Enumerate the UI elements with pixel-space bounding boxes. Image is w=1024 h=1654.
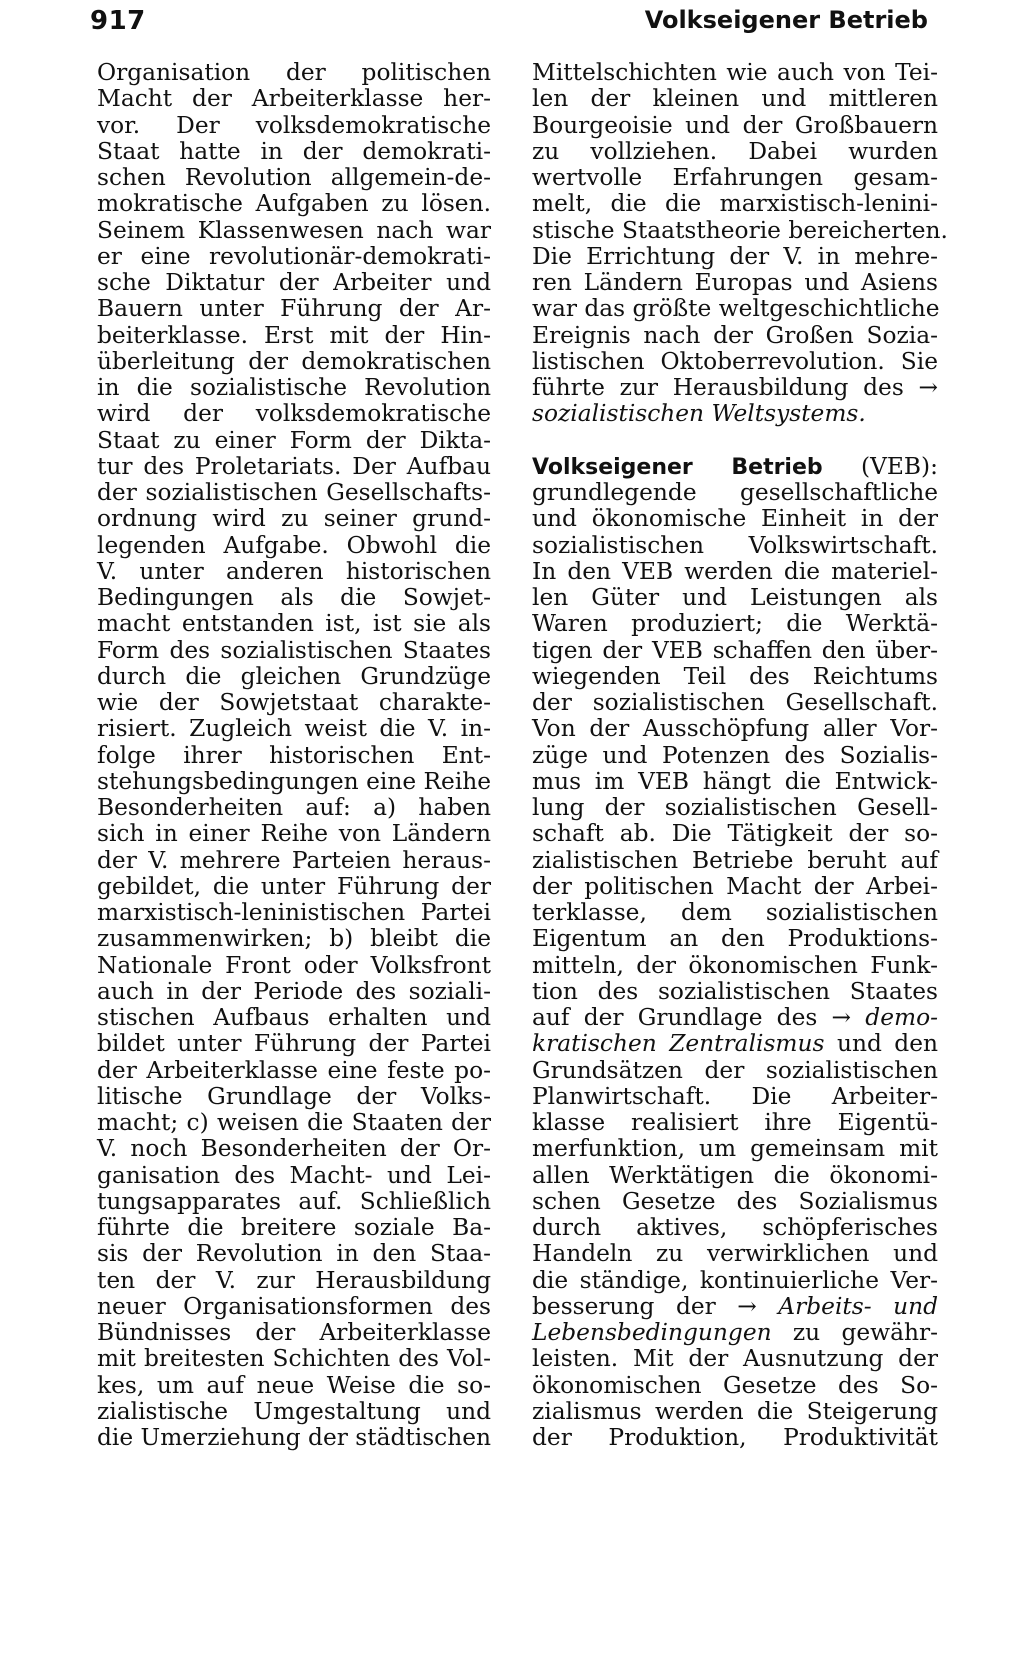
text-line: schaft ab. Die Tätigkeit der so- [532, 820, 938, 848]
text-line: Ereignis nach der Großen Sozia- [532, 321, 938, 349]
text-line: neuer Organisationsformen des [97, 1292, 491, 1320]
text-line: Grundsätzen der sozialistischen [532, 1056, 938, 1084]
text-line: vor. Der volksdemokratische [97, 111, 491, 139]
text-line: der sozialistischen Gesellschafts- [97, 479, 491, 506]
text-line: Waren produziert; die Werktä- [532, 610, 938, 638]
text-line: lung der sozialistischen Gesell- [532, 794, 938, 821]
text-line: tungsapparates auf. Schließlich [97, 1187, 491, 1215]
text-line: gebildet, die unter Führung der [97, 872, 491, 900]
text-line: Planwirtschaft. Die Arbeiter- [532, 1082, 938, 1110]
paragraph-gap [532, 428, 938, 454]
text-line: auch in der Periode des soziali- [97, 977, 491, 1005]
text-line: überleitung der demokratischen [97, 347, 491, 375]
text-line: sis der Revolution in den Staa- [97, 1240, 491, 1268]
entry-abbreviation: (VEB): [861, 452, 938, 480]
text-line: leisten. Mit der Ausnutzung der [532, 1345, 938, 1373]
text-line: sozialistischen Volkswirtschaft. [532, 531, 938, 559]
text-line: ordnung wird zu seiner grund- [97, 505, 491, 533]
cross-reference-line: auf der Grundlage des → demo- [532, 1004, 938, 1031]
text-line: wird der volksdemokratische [97, 400, 491, 428]
text-line: tur des Proletariats. Der Aufbau [97, 452, 491, 480]
text-line: ganisation des Macht- und Lei- [97, 1161, 491, 1189]
text-line: Handeln zu verwirklichen und [532, 1240, 938, 1268]
text-line: risiert. Zugleich weist die V. in- [97, 715, 491, 743]
text-line: stische Staatstheorie bereicherten. [532, 216, 948, 244]
cross-reference-line: kratischen Zentralismus und den [532, 1030, 939, 1058]
text-line: len Güter und Leistungen als [532, 584, 938, 611]
text-line: Bourgeoisie und der Großbauern [532, 111, 938, 139]
entry-headword: Volkseigener Betrieb [532, 454, 823, 480]
text-line: Mittelschichten wie auch von Tei- [532, 59, 938, 86]
text-line: ökonomischen Gesetze des So- [532, 1371, 938, 1399]
text-line: zialismus werden die Steigerung [532, 1397, 938, 1425]
text-line: mit breitesten Schichten des Vol- [97, 1345, 491, 1373]
text-line: schen Gesetze des Sozialismus [532, 1187, 938, 1215]
text-line: Bauern unter Führung der Ar- [97, 295, 491, 323]
text-line: kes, um auf neue Weise die so- [97, 1371, 491, 1399]
text-line: Form des sozialistischen Staates [97, 636, 491, 664]
text-line: tion des sozialistischen Staates [532, 977, 938, 1005]
text-line: er eine revolutionär-demokrati- [97, 242, 491, 270]
text-line: beiterklasse. Erst mit der Hin- [97, 321, 491, 349]
text-line: V. unter anderen historischen [97, 557, 491, 585]
entry-headword-line [532, 454, 938, 480]
text-line: Nationale Front oder Volksfront [97, 951, 491, 979]
text-line: Seinem Klassenwesen nach war [97, 216, 491, 244]
cross-reference: kratischen Zentralismus [532, 1030, 825, 1058]
text-line: in die sozialistische Revolution [97, 374, 491, 401]
text-line: zialistische Umgestaltung und [97, 1397, 491, 1425]
text-line: listischen Oktoberrevolution. Sie [532, 347, 938, 375]
text-line: wertvolle Erfahrungen gesam- [532, 164, 938, 191]
text-line: bildet unter Führung der Partei [97, 1030, 491, 1058]
text-line: In den VEB werden die materiel- [532, 557, 938, 585]
text-line: Macht der Arbeiterklasse her- [97, 85, 491, 113]
text-line: wiegenden Teil des Reichtums [532, 662, 938, 690]
text-line: die ständige, kontinuierliche Ver- [532, 1266, 938, 1294]
text-line: zialistischen Betriebe beruht auf [532, 846, 938, 874]
text-line: wie der Sowjetstaat charakte- [97, 689, 491, 716]
text-line: allen Werktätigen die ökonomi- [532, 1161, 938, 1189]
text-line: führte zur Herausbildung des → [532, 374, 938, 401]
left-text-column [97, 60, 491, 1451]
text-line: macht; c) weisen die Staaten der [97, 1109, 491, 1136]
text-line: mokratische Aufgaben zu lösen. [97, 190, 491, 218]
text-line: Staat zu einer Form der Dikta- [97, 426, 491, 454]
text-line: Staat hatte in der demokrati- [97, 137, 491, 165]
cross-reference-line: Lebensbedingungen zu gewähr- [532, 1319, 939, 1346]
text-line: ren Ländern Europas und Asiens [532, 269, 938, 296]
text-line: mus im VEB hängt die Entwick- [532, 767, 938, 795]
cross-reference: demo- [865, 1004, 938, 1031]
text-line: Eigentum an den Produktions- [532, 925, 938, 953]
text-line: war das größte weltgeschichtliche [532, 295, 940, 323]
cross-reference-line: besserung der → Arbeits- und [532, 1292, 939, 1320]
text-line: grundlegende gesellschaftliche [532, 479, 938, 506]
text-line: stehungsbedingungen eine Reihe [97, 767, 492, 795]
text-line: führte die breitere soziale Ba- [97, 1214, 491, 1241]
text-line: Organisation der politischen [97, 59, 491, 86]
text-line: die Umerziehung der städtischen [97, 1424, 492, 1451]
text-line: durch die gleichen Grundzüge [97, 662, 491, 690]
text-line: macht entstanden ist, ist sie als [97, 610, 491, 638]
text-line: mitteln, der ökonomischen Funk- [532, 951, 938, 979]
text-line: folge ihrer historischen Ent- [97, 741, 491, 769]
text-line: Besonderheiten auf: a) haben [97, 794, 491, 821]
text-line: schen Revolution allgemein-de- [97, 164, 491, 191]
text-line: Von der Ausschöpfung aller Vor- [532, 715, 938, 743]
text-line: Bündnisses der Arbeiterklasse [97, 1319, 491, 1346]
text-line: züge und Potenzen des Sozialis- [532, 741, 938, 769]
text-line: klasse realisiert ihre Eigentü- [532, 1109, 938, 1136]
text-line: ten der V. zur Herausbildung [97, 1266, 491, 1294]
text-line: zusammenwirken; b) bleibt die [97, 925, 491, 953]
text-line: stischen Aufbaus erhalten und [97, 1004, 491, 1031]
text-line: sche Diktatur der Arbeiter und [97, 269, 491, 296]
text-line: len der kleinen und mittleren [532, 85, 938, 113]
cross-reference: Arbeits- und [778, 1292, 939, 1320]
text-line: tigen der VEB schaffen den über- [532, 636, 938, 664]
text-line: melt, die die marxistisch-lenini- [532, 190, 938, 218]
text-line: legenden Aufgabe. Obwohl die [97, 531, 491, 559]
text-line: und ökonomische Einheit in der [532, 505, 938, 533]
text-line: der Arbeiterklasse eine feste po- [97, 1056, 491, 1084]
right-text-column [532, 59, 948, 1451]
page-number: 917 [90, 6, 146, 36]
text-line: V. noch Besonderheiten der Or- [97, 1135, 491, 1163]
text-line: merfunktion, um gemeinsam mit [532, 1135, 938, 1163]
text-line: sich in einer Reihe von Ländern [97, 820, 491, 848]
text-line: zu vollziehen. Dabei wurden [532, 137, 938, 165]
text-line: Bedingungen als die Sowjet- [97, 584, 491, 611]
text-line: sozialistischen Weltsystems. [532, 400, 866, 428]
text-line: der sozialistischen Gesellschaft. [532, 689, 938, 716]
text-line: durch aktives, schöpferisches [532, 1214, 938, 1241]
text-line: der Produktion, Produktivität [532, 1424, 938, 1451]
text-line: marxistisch-leninistischen Partei [97, 899, 491, 926]
text-line: litische Grundlage der Volks- [97, 1082, 491, 1110]
text-line: der V. mehrere Parteien heraus- [97, 846, 491, 874]
text-line: terklasse, dem sozialistischen [532, 899, 938, 926]
text-line: Die Errichtung der V. in mehre- [532, 242, 938, 270]
cross-reference: Lebensbedingungen [532, 1319, 772, 1346]
text-line: der politischen Macht der Arbei- [532, 872, 938, 900]
running-head: Volkseigener Betrieb [644, 6, 928, 34]
